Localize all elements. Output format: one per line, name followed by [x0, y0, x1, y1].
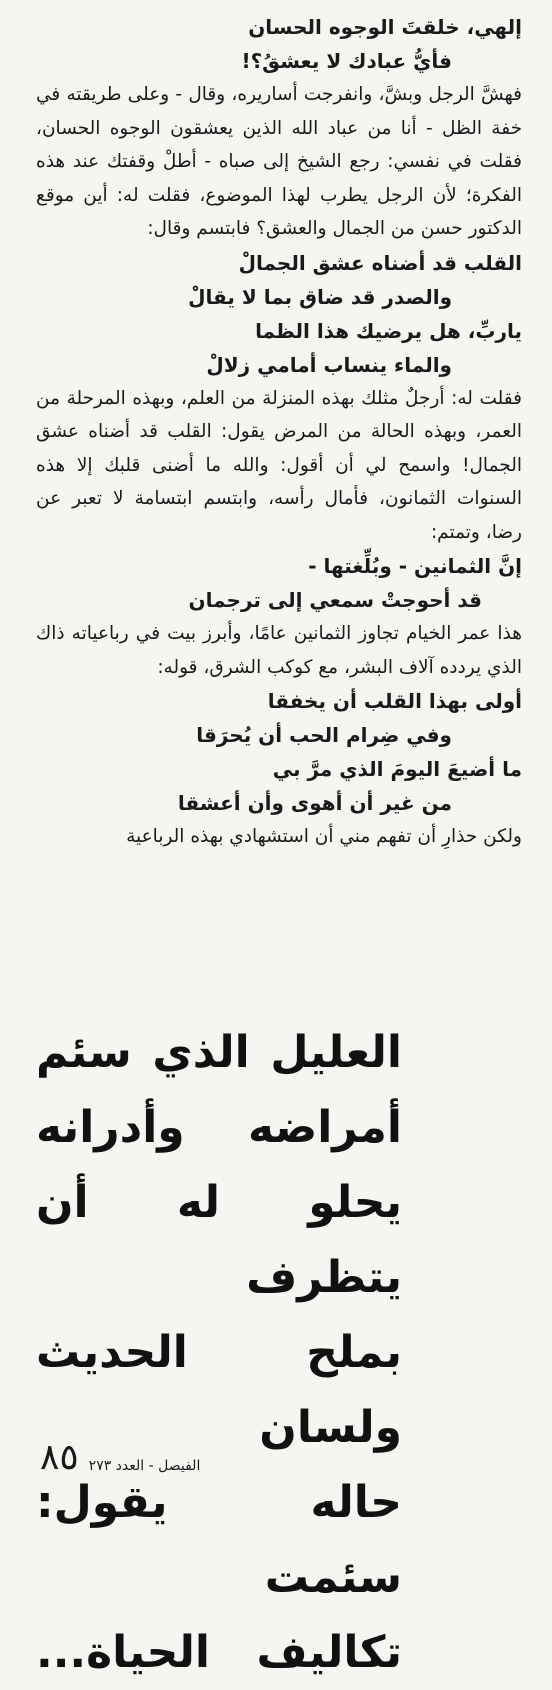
verse-line: القلب قد أضناه عشق الجمالْ	[238, 250, 522, 275]
paragraph: ولكن حذارِ أن تفهم مني أن استشهادي بهذه الرباعية	[126, 826, 522, 847]
verse-line: قد أحوجتْ سمعي إلى ترجمان	[188, 588, 482, 612]
verse-line: فأيُّ عبادك لا يعشقُ؟!	[241, 49, 452, 73]
paragraph: هذا عمر الخيام تجاوز الثمانين عامًا، وأبرز بيت في رباعياته ذاك الذي يردده آلاف البشر، مع كوكب الشرق، قوله:	[36, 623, 522, 678]
pull-quote-line: يحلو له أن يتظرف	[36, 1177, 402, 1303]
verse-line: إلهي، خلقتَ الوجوه الحسان	[248, 15, 522, 39]
pull-quote-line: بملح الحديث ولسان	[36, 1327, 402, 1453]
article-column	[36, 10, 522, 854]
verse-line: والصدر قد ضاق بما لا يقالْ	[188, 284, 452, 309]
pull-quote-line: العليل الذي سئم	[36, 1027, 402, 1078]
verse-line: إنَّ الثمانين - وبُلِّغتها -	[308, 554, 522, 578]
verse-line: والماء ينساب أمامي زلالْ	[206, 352, 452, 377]
pull-quote-line: حاله يقول: سئمت	[36, 1477, 402, 1603]
page-number: ٨٥	[40, 1437, 79, 1478]
journal-issue: الفيصل - العدد ٢٧٣	[88, 1458, 201, 1474]
pull-quote-line: تكاليف الحياة...	[36, 1627, 402, 1678]
pull-quote	[36, 1015, 402, 1690]
pull-quote-line: أمراضه وأدرانه	[36, 1102, 402, 1153]
verse-line: من غير أن أهوى وأن أعشقا	[177, 791, 452, 815]
verse-line: ياربِّ، هل يرضيك هذا الظما	[255, 318, 522, 343]
paragraph: فقلت له: أرجلٌ مثلك بهذه المنزلة من العلم، وبهذه المرحلة من العمر، وبهذه الحالة من المرض يقول: القلب قد أضناه عشق الجمال! واسمح لي أن أقول: والله ما أضنى قلبك إلا هذه السنوات الثمانون، فأمال رأسه، وابتسم ابتسامة لا تعبر عن رضا، وتمتم:	[36, 387, 522, 543]
verse-line: وفي ضِرام الحب أن يُحرَقا	[196, 723, 452, 747]
paragraph: فهشَّ الرجل وبشَّ، وانفرجت أساريره، وقال - وعلى طريقته في خفة الظل - أنا من عباد الله الذين يعشقون الوجوه الحسان، فقلت في نفسي: رجع الشيخ إلى صباه - أطلْ وقفتك عند هذه الفكرة؛ لأن الرجل يطرب لهذا الموضوع، فقلت له: أين موقع الدكتور حسن من الجمال والعشق؟ فابتسم وقال:	[36, 84, 522, 239]
verse-line: ما أضيعَ اليومَ الذي مرَّ بي	[272, 757, 522, 781]
page-footer	[40, 1437, 201, 1478]
verse-line: أولى بهذا القلب أن يخفقا	[267, 689, 522, 713]
